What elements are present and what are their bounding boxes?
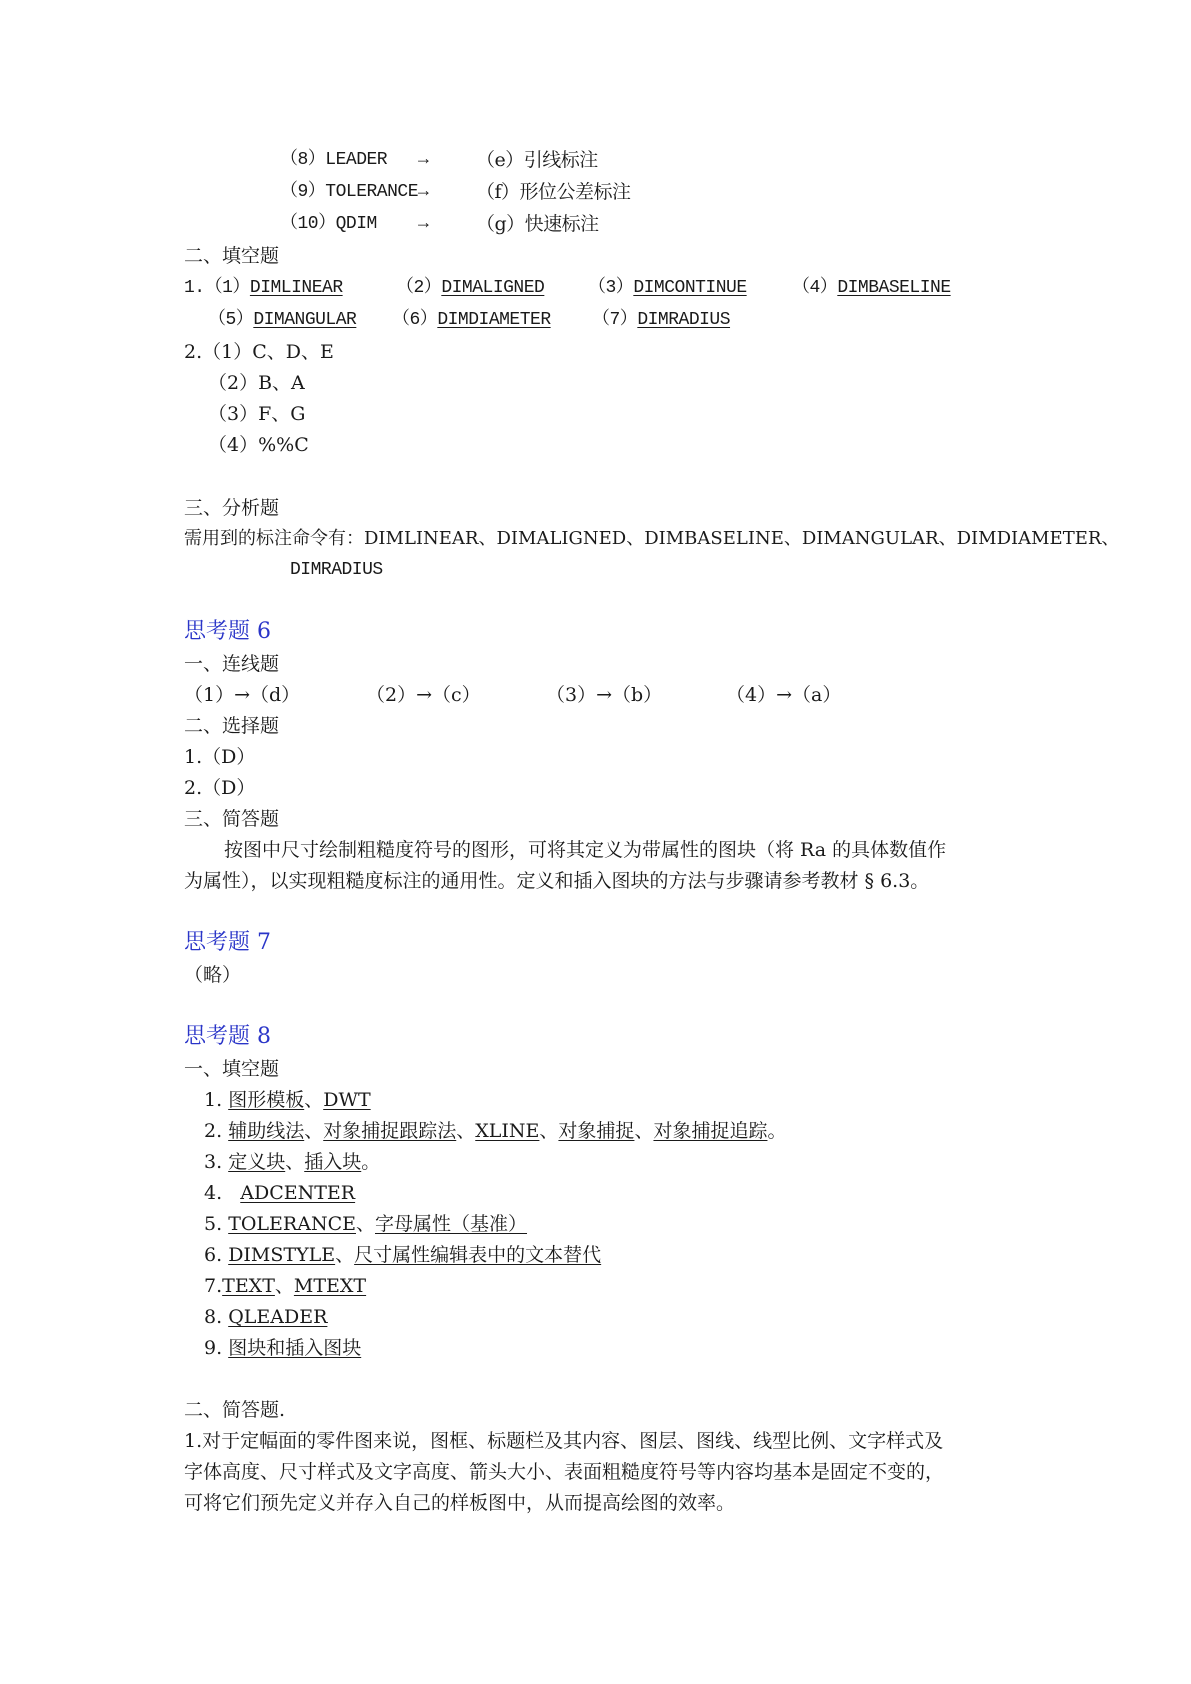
paragraph-line: 1.对于定幅面的零件图来说，图框、标题栏及其内容、图层、图线、线型比例、文字样式及 xyxy=(184,1430,944,1452)
answer-label: （5） xyxy=(208,310,254,330)
chapter-title: 思考题 6 xyxy=(184,619,271,644)
fill-answer-row xyxy=(204,1336,361,1360)
analysis-text: DIMRADIUS xyxy=(290,560,383,580)
fill-answer-row xyxy=(204,1274,366,1298)
answer-blank: 图形模板 xyxy=(228,1089,305,1111)
match-answer: （2）→（c） xyxy=(366,684,481,706)
section-heading: 一、填空题 xyxy=(184,1058,280,1080)
answer-blank: DIMRADIUS xyxy=(637,310,731,330)
fill2-line: 2.（1）C、D、E xyxy=(184,341,334,363)
answer-blank: ADCENTER xyxy=(240,1182,356,1204)
item-number: 1. xyxy=(204,1089,223,1111)
chapter-title: 思考题 7 xyxy=(184,930,271,955)
match-answer: （3）→（b） xyxy=(546,684,663,706)
answer-blank: QLEADER xyxy=(228,1306,328,1328)
answer-blank: DIMANGULAR xyxy=(253,310,357,330)
choice-answer: 2.（D） xyxy=(184,777,256,799)
section-heading: 三、简答题 xyxy=(184,808,280,830)
answer-blank: 对象捕捉追踪 xyxy=(653,1120,768,1142)
answer-blank: TEXT xyxy=(222,1275,275,1297)
item-number: 9. xyxy=(204,1337,223,1359)
match-answer: （4）→（a） xyxy=(726,684,842,706)
match-row-9 xyxy=(280,180,631,204)
separator: 、 xyxy=(304,1120,324,1142)
arrow-icon: → xyxy=(418,182,429,202)
separator: 、 xyxy=(274,1275,294,1297)
answer-blank: 定义块 xyxy=(228,1151,286,1173)
separator: 。 xyxy=(361,1151,381,1173)
answer-label: （2） xyxy=(396,278,442,298)
section-heading: 二、填空题 xyxy=(184,245,280,267)
fill-answer-row xyxy=(204,1119,786,1143)
paragraph-line: 按图中尺寸绘制粗糙度符号的图形，可将其定义为带属性的图块（将 Ra 的具体数值作 xyxy=(224,839,947,861)
analysis-text: 需用到的标注命令有：DIMLINEAR、DIMALIGNED、DIMBASELINE、DIMANGULAR、DIMDIAMETER、 xyxy=(184,528,1120,549)
fill-answer-row xyxy=(204,1181,355,1205)
item-number: 5. xyxy=(204,1213,223,1235)
answer-blank: DIMCONTINUE xyxy=(633,278,747,298)
paragraph-line: 可将它们预先定义并存入自己的样板图中，从而提高绘图的效率。 xyxy=(184,1492,736,1514)
answer-blank: DIMLINEAR xyxy=(249,278,343,298)
section-heading: 二、选择题 xyxy=(184,715,280,737)
fill1-row-b xyxy=(208,308,968,332)
arrow-icon: → xyxy=(418,150,429,170)
separator: 、 xyxy=(304,1089,324,1111)
answer-label: （4） xyxy=(792,278,838,298)
answer-blank: DIMDIAMETER xyxy=(437,310,551,330)
match-row-8 xyxy=(280,148,598,172)
match-item: （10）QDIM xyxy=(280,214,377,234)
answer-blank: 辅助线法 xyxy=(228,1120,305,1142)
separator: 、 xyxy=(335,1244,355,1266)
match-answer: （g）快速标注 xyxy=(476,213,599,235)
answer-label: （7） xyxy=(592,310,638,330)
arrow-icon: → xyxy=(418,214,429,234)
separator: 、 xyxy=(634,1120,654,1142)
match-item: （8）LEADER xyxy=(280,150,388,170)
item-number: 8. xyxy=(204,1306,223,1328)
paragraph-line: 为属性），以实现粗糙度标注的通用性。定义和插入图块的方法与步骤请参考教材 § 6.3。 xyxy=(184,870,930,892)
fill-answer-row xyxy=(204,1305,327,1329)
fill2-line: （3）F、G xyxy=(208,403,306,425)
item-number: 7. xyxy=(204,1275,223,1297)
answer-label: （3） xyxy=(588,278,634,298)
answer-blank: DWT xyxy=(323,1089,371,1111)
fill2-line: （4）%%C xyxy=(208,434,309,456)
answer-blank: DIMALIGNED xyxy=(441,278,545,298)
separator: 、 xyxy=(456,1120,476,1142)
section-heading: 一、连线题 xyxy=(184,653,280,675)
answer-blank: DIMBASELINE xyxy=(837,278,951,298)
section-heading: 二、简答题. xyxy=(184,1399,286,1421)
paragraph-line: 字体高度、尺寸样式及文字高度、箭头大小、表面粗糙度符号等内容均基本是固定不变的， xyxy=(184,1461,945,1483)
answer-label: （6） xyxy=(392,310,438,330)
section-heading: 三、分析题 xyxy=(184,497,280,519)
answer-blank: 对象捕捉 xyxy=(558,1120,635,1142)
separator: 、 xyxy=(285,1151,305,1173)
item-number: 4. xyxy=(204,1182,223,1204)
match-answer: （1）→（d） xyxy=(184,684,301,706)
item-number: 6. xyxy=(204,1244,223,1266)
paragraph-line: （略） xyxy=(184,964,242,986)
fill-answer-row xyxy=(204,1243,601,1267)
answer-blank: 尺寸属性编辑表中的文本替代 xyxy=(354,1244,602,1266)
fill-answer-row xyxy=(204,1088,371,1112)
match-item: （9）TOLERANCE xyxy=(280,182,419,202)
separator: 、 xyxy=(539,1120,559,1142)
answer-blank: 对象捕捉跟踪法 xyxy=(323,1120,457,1142)
answer-blank: MTEXT xyxy=(293,1275,367,1297)
separator: 。 xyxy=(767,1120,787,1142)
answer-blank: 字母属性（基准） xyxy=(375,1213,528,1235)
item-number: 2. xyxy=(204,1120,223,1142)
answer-blank: 插入块 xyxy=(304,1151,362,1173)
fill-answer-row xyxy=(204,1150,380,1174)
item-number: 3. xyxy=(204,1151,223,1173)
match-row-10 xyxy=(280,212,599,236)
fill-answer-row xyxy=(204,1212,527,1236)
match-answer: （f）形位公差标注 xyxy=(476,181,631,203)
choice-answer: 1.（D） xyxy=(184,746,256,768)
answer-blank: TOLERANCE xyxy=(228,1213,356,1235)
answer-blank: 图块和插入图块 xyxy=(228,1337,362,1359)
separator: 、 xyxy=(355,1213,375,1235)
fill2-line: （2）B、A xyxy=(208,372,305,394)
chapter-title: 思考题 8 xyxy=(184,1024,271,1049)
fill1-row-a xyxy=(184,276,984,300)
answer-blank: DIMSTYLE xyxy=(228,1244,336,1266)
match-answer: （e）引线标注 xyxy=(476,149,598,171)
fill1-prefix: 1.（1） xyxy=(184,278,250,298)
answer-blank: XLINE xyxy=(475,1120,540,1142)
